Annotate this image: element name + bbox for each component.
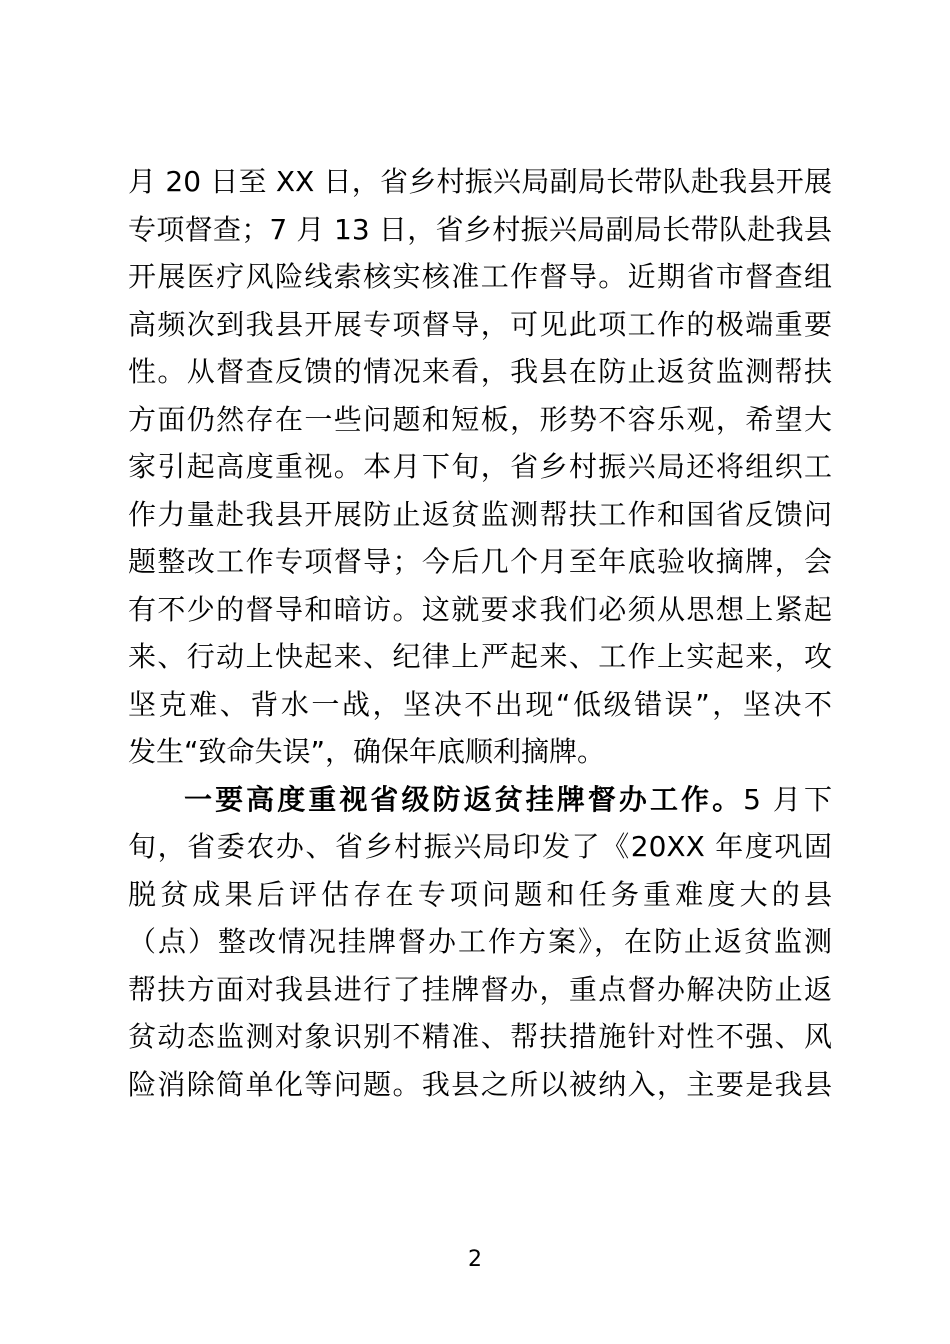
- document-body: [128, 158, 832, 1108]
- text-span: 5 月下: [743, 782, 832, 816]
- text-line: 坚克难、背水一战，坚决不出现“低级错误”，坚决不: [128, 687, 832, 721]
- text-line: 专项督查；7 月 13 日，省乡村振兴局副局长带队赴我县: [128, 212, 832, 246]
- text-line: （点）整改情况挂牌督办工作方案》，在防止返贫监测: [128, 925, 832, 958]
- text-line: 月 20 日至 XX 日，省乡村振兴局副局长带队赴我县开展: [128, 165, 832, 198]
- text-line: 来、行动上快起来、纪律上严起来、工作上实起来，攻: [128, 640, 832, 673]
- text-line: 贫动态监测对象识别不精准、帮扶措施针对性不强、风: [128, 1020, 832, 1053]
- paragraph-1: [128, 158, 832, 776]
- text-line: 帮扶方面对我县进行了挂牌督办，重点督办解决防止返: [128, 972, 832, 1006]
- text-line: 开展医疗风险线索核实核准工作督导。近期省市督查组: [128, 260, 832, 293]
- text-line: 高频次到我县开展专项督导，可见此项工作的极端重要: [128, 307, 832, 341]
- text-line: 脱贫成果后评估存在专项问题和任务重难度大的县: [128, 877, 832, 911]
- text-line: 题整改工作专项督导；今后几个月至年底验收摘牌，会: [128, 545, 832, 578]
- text-line: 方面仍然存在一些问题和短板，形势不容乐观，希望大: [128, 402, 832, 436]
- text-line: 性。从督查反馈的情况来看，我县在防止返贫监测帮扶: [128, 355, 832, 388]
- page-number: 2: [468, 1247, 482, 1272]
- text-line: 有不少的督导和暗访。这就要求我们必须从思想上紧起: [128, 592, 832, 626]
- text-line: 发生“致命失误”，确保年底顺利摘牌。: [128, 735, 606, 768]
- paragraph-heading: 一要高度重视省级防返贫挂牌督办工作。: [184, 782, 744, 816]
- paragraph-heading-line: [128, 776, 832, 824]
- paragraph-2: [128, 776, 832, 1109]
- text-line: 旬，省委农办、省乡村振兴局印发了《20XX 年度巩固: [128, 830, 832, 863]
- text-line: 作力量赴我县开展防止返贫监测帮扶工作和国省反馈问: [128, 497, 832, 531]
- text-line: 险消除简单化等问题。我县之所以被纳入，主要是我县: [128, 1067, 832, 1101]
- text-line: 家引起高度重视。本月下旬，省乡村振兴局还将组织工: [128, 450, 832, 483]
